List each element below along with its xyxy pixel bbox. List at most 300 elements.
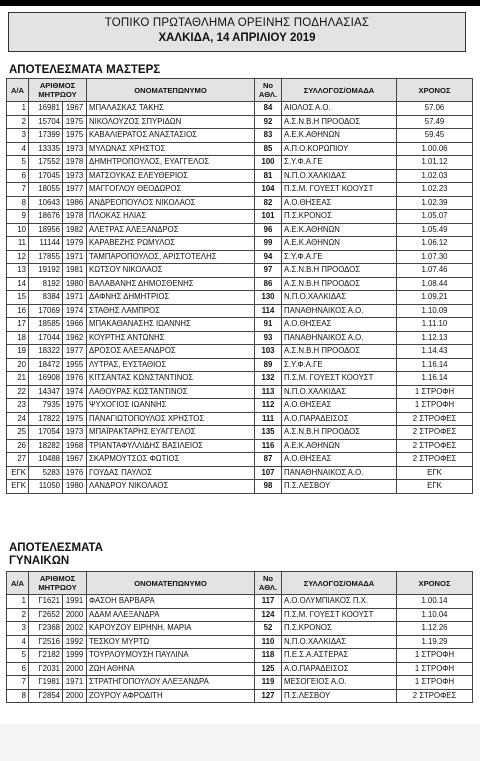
cell-full-name: ΚΟΥΡΤΗΣ ΑΝΤΩΝΗΣ: [87, 331, 255, 345]
cell-full-name: ΑΛΕΤΡΑΣ ΑΛΕΞΑΝΔΡΟΣ: [87, 223, 255, 237]
cell-athlete-number: 94: [255, 250, 282, 264]
cell-athlete-number: 52: [255, 622, 282, 636]
cell-athlete-number: 124: [255, 608, 282, 622]
cell-birth-year: 1978: [63, 156, 87, 170]
cell-full-name: ΔΡΟΣΟΣ ΑΛΕΞΑΝΔΡΟΣ: [87, 345, 255, 359]
header-time: ΧΡΟΝΟΣ: [397, 79, 473, 102]
cell-birth-year: 1999: [63, 649, 87, 663]
cell-time: 1.09.21: [397, 291, 473, 305]
table-row: [7, 622, 473, 636]
cell-birth-year: 1981: [63, 264, 87, 278]
cell-birth-year: 1968: [63, 439, 87, 453]
cell-full-name: ΛΑΝΔΡΟΥ ΝΙΚΟΛΑΟΣ: [87, 480, 255, 494]
table-row: [7, 439, 473, 453]
cell-athlete-number: 85: [255, 142, 282, 156]
cell-registry-number: 17054: [29, 426, 63, 440]
cell-time: 1.00.14: [397, 595, 473, 609]
cell-athlete-number: 99: [255, 237, 282, 251]
cell-position: 8: [7, 689, 29, 703]
header-aa: Α/Α: [7, 79, 29, 102]
cell-registry-number: 18055: [29, 183, 63, 197]
cell-club: Α.Σ.Ν.Β.Η ΠΡΟΟΔΟΣ: [282, 277, 397, 291]
cell-position: ΕΓΚ: [7, 466, 29, 480]
cell-time: 1.07.30: [397, 250, 473, 264]
cell-club: Π.Σ.ΚΡΟΝΟΣ: [282, 210, 397, 224]
cell-registry-number: Γ2368: [29, 622, 63, 636]
cell-club: Α.Ο.ΠΑΡΑΔΕΙΣΟΣ: [282, 412, 397, 426]
cell-athlete-number: 114: [255, 304, 282, 318]
cell-registry-number: Γ1621: [29, 595, 63, 609]
cell-club: Α.Σ.Ν.Β.Η ΠΡΟΟΔΟΣ: [282, 264, 397, 278]
cell-time: 1.06.12: [397, 237, 473, 251]
cell-full-name: ΠΛΟΚΑΣ ΗΛΙΑΣ: [87, 210, 255, 224]
cell-registry-number: 18472: [29, 358, 63, 372]
cell-full-name: ΖΟΥΡΟΥ ΑΦΡΟΔΙΤΗ: [87, 689, 255, 703]
cell-time: 1 ΣΤΡΟΦΗ: [397, 399, 473, 413]
table-row: [7, 358, 473, 372]
cell-full-name: ΜΠΑΛΑΣΚΑΣ ΤΑΚΗΣ: [87, 102, 255, 116]
cell-position: 13: [7, 264, 29, 278]
cell-time: 1.10.04: [397, 608, 473, 622]
cell-club: Π.Σ.Μ. ΓΟΥΕΣΤ ΚΟΟΥΣΤ: [282, 608, 397, 622]
cell-time: 1.16.14: [397, 372, 473, 386]
cell-athlete-number: 116: [255, 439, 282, 453]
cell-birth-year: 1966: [63, 318, 87, 332]
cell-birth-year: 1971: [63, 676, 87, 690]
cell-position: 4: [7, 635, 29, 649]
cell-birth-year: 1975: [63, 412, 87, 426]
cell-full-name: ΦΑΣΟΗ ΒΑΡΒΑΡΑ: [87, 595, 255, 609]
cell-club: Σ.Υ.Φ.Α.ΓΕ: [282, 250, 397, 264]
cell-registry-number: 17045: [29, 169, 63, 183]
cell-time: 1.19.29: [397, 635, 473, 649]
cell-registry-number: Γ2652: [29, 608, 63, 622]
cell-club: Α.Ο.ΟΛΥΜΠΙΑΚΟΣ Π.Χ.: [282, 595, 397, 609]
cell-club: Σ.Υ.Φ.Α.ΓΕ: [282, 358, 397, 372]
cell-athlete-number: 112: [255, 399, 282, 413]
cell-full-name: ΤΕΣΚΟΥ ΜΥΡΤΩ: [87, 635, 255, 649]
cell-birth-year: 1992: [63, 635, 87, 649]
table-row: [7, 237, 473, 251]
cell-club: Α.Ο.ΘΗΣΕΑΣ: [282, 399, 397, 413]
cell-birth-year: 1991: [63, 595, 87, 609]
masters-results-table: [6, 78, 473, 494]
cell-registry-number: 10643: [29, 196, 63, 210]
cell-position: 11: [7, 237, 29, 251]
cell-club: Π.Σ.ΚΡΟΝΟΣ: [282, 622, 397, 636]
top-black-bar: [0, 0, 480, 6]
cell-position: 16: [7, 304, 29, 318]
cell-athlete-number: 86: [255, 277, 282, 291]
cell-time: 1.02.03: [397, 169, 473, 183]
cell-position: 1: [7, 595, 29, 609]
cell-position: 5: [7, 649, 29, 663]
table-row: [7, 399, 473, 413]
cell-registry-number: 11050: [29, 480, 63, 494]
cell-birth-year: 1971: [63, 250, 87, 264]
cell-position: 10: [7, 223, 29, 237]
cell-registry-number: 11144: [29, 237, 63, 251]
cell-time: 1 ΣΤΡΟΦΗ: [397, 385, 473, 399]
cell-full-name: ΜΠΑΚΑΘΑΝΑΣΗΣ ΙΩΑΝΝΗΣ: [87, 318, 255, 332]
cell-athlete-number: 82: [255, 196, 282, 210]
cell-time: 1.07.46: [397, 264, 473, 278]
cell-birth-year: 1979: [63, 237, 87, 251]
table-row: [7, 115, 473, 129]
cell-position: ΕΓΚ: [7, 480, 29, 494]
cell-birth-year: 1982: [63, 223, 87, 237]
cell-registry-number: Γ2182: [29, 649, 63, 663]
cell-birth-year: 1955: [63, 358, 87, 372]
table-row: [7, 372, 473, 386]
cell-full-name: ΣΤΡΑΤΗΓΟΠΟΥΛΟΥ ΑΛΕΞΑΝΔΡΑ: [87, 676, 255, 690]
cell-position: 17: [7, 318, 29, 332]
cell-time: 1.05.07: [397, 210, 473, 224]
cell-club: Α.Ε.Κ.ΑΘΗΝΩΝ: [282, 237, 397, 251]
cell-birth-year: 1971: [63, 291, 87, 305]
cell-full-name: ΣΤΑΘΗΣ ΛΑΜΠΡΟΣ: [87, 304, 255, 318]
cell-registry-number: 17552: [29, 156, 63, 170]
cell-full-name: ΚΩΤΣΟΥ ΝΙΚΟΛΑΟΣ: [87, 264, 255, 278]
table-row: [7, 635, 473, 649]
cell-club: ΜΕΣΟΓΕΙΟΣ Α.Ο.: [282, 676, 397, 690]
header-aa: Α/Α: [7, 572, 29, 595]
cell-athlete-number: 100: [255, 156, 282, 170]
cell-position: 2: [7, 115, 29, 129]
cell-club: Α.Σ.Ν.Β.Η ΠΡΟΟΔΟΣ: [282, 115, 397, 129]
cell-full-name: ΓΟΥΔΑΣ ΠΑΥΛΟΣ: [87, 466, 255, 480]
cell-position: 25: [7, 426, 29, 440]
cell-athlete-number: 96: [255, 223, 282, 237]
cell-registry-number: 15704: [29, 115, 63, 129]
cell-club: ΠΑΝΑΘΗΝΑΙΚΟΣ Α.Ο.: [282, 466, 397, 480]
cell-athlete-number: 83: [255, 129, 282, 143]
cell-athlete-number: 135: [255, 426, 282, 440]
cell-club: Π.Σ.Μ. ΓΟΥΕΣΤ ΚΟΟΥΣΤ: [282, 372, 397, 386]
cell-full-name: ΤΟΥΡΛΟΥΜΟΥΣΗ ΠΑΥΛΙΝΑ: [87, 649, 255, 663]
cell-registry-number: 16981: [29, 102, 63, 116]
cell-athlete-number: 107: [255, 466, 282, 480]
table-row: [7, 595, 473, 609]
cell-full-name: ΔΗΜΗΤΡΟΠΟΥΛΟΣ, ΕΥΑΓΓΕΛΟΣ: [87, 156, 255, 170]
cell-birth-year: 1975: [63, 399, 87, 413]
cell-position: 3: [7, 622, 29, 636]
cell-full-name: ΛΑΘΟΥΡΑΣ ΚΩΣΤΑΝΤΙΝΟΣ: [87, 385, 255, 399]
cell-athlete-number: 89: [255, 358, 282, 372]
cell-position: 26: [7, 439, 29, 453]
table-row: [7, 466, 473, 480]
cell-position: 15: [7, 291, 29, 305]
cell-position: 20: [7, 358, 29, 372]
table-row: [7, 129, 473, 143]
table-row: [7, 277, 473, 291]
header-full-name: ΟΝΟΜΑΤΕΠΩΝΥΜΟ: [87, 79, 255, 102]
cell-registry-number: 17069: [29, 304, 63, 318]
cell-birth-year: 1975: [63, 129, 87, 143]
cell-club: Ν.Π.Ο.ΧΑΛΚΙΔΑΣ: [282, 169, 397, 183]
cell-full-name: ΝΙΚΟΛΟΥΖΟΣ ΣΠΥΡΙΔΩΝ: [87, 115, 255, 129]
cell-position: 5: [7, 156, 29, 170]
cell-time: 1.12.26: [397, 622, 473, 636]
cell-time: 1.12.13: [397, 331, 473, 345]
cell-full-name: ΜΑΓΓΟΓΛΟΥ ΘΕΟΔΩΡΟΣ: [87, 183, 255, 197]
header-time: ΧΡΟΝΟΣ: [397, 572, 473, 595]
cell-full-name: ΛΥΤΡΑΣ, ΕΥΣΤΑΘΙΟΣ: [87, 358, 255, 372]
cell-athlete-number: 103: [255, 345, 282, 359]
cell-full-name: ΤΑΜΠΑΡΟΠΟΥΛΟΣ, ΑΡΙΣΤΟΤΕΛΗΣ: [87, 250, 255, 264]
cell-registry-number: 17399: [29, 129, 63, 143]
masters-header-row: [7, 79, 473, 102]
table-row: [7, 156, 473, 170]
cell-club: Α.Σ.Ν.Β.Η ΠΡΟΟΔΟΣ: [282, 345, 397, 359]
cell-birth-year: 1986: [63, 196, 87, 210]
cell-full-name: ΔΑΦΝΗΣ ΔΗΜΗΤΡΙΟΣ: [87, 291, 255, 305]
cell-time: 1 ΣΤΡΟΦΗ: [397, 676, 473, 690]
cell-birth-year: 1973: [63, 142, 87, 156]
cell-athlete-number: 98: [255, 480, 282, 494]
cell-registry-number: 18322: [29, 345, 63, 359]
cell-full-name: ΚΑΒΑΛΙΕΡΑΤΟΣ ΑΝΑΣΤΑΣΙΟΣ: [87, 129, 255, 143]
cell-time: 1 ΣΤΡΟΦΗ: [397, 662, 473, 676]
cell-time: 1.00.06: [397, 142, 473, 156]
cell-full-name: ΒΑΛΑΒΑΝΗΣ ΔΗΜΟΣΘΕΝΗΣ: [87, 277, 255, 291]
cell-position: 18: [7, 331, 29, 345]
header-athlete-number: Νο ΑΘΛ.: [255, 572, 282, 595]
cell-registry-number: 17044: [29, 331, 63, 345]
cell-registry-number: Γ2516: [29, 635, 63, 649]
table-row: [7, 676, 473, 690]
cell-athlete-number: 97: [255, 264, 282, 278]
table-row: [7, 345, 473, 359]
cell-full-name: ΑΔΑΜ ΑΛΕΞΑΝΔΡΑ: [87, 608, 255, 622]
cell-time: 57.06: [397, 102, 473, 116]
cell-full-name: ΖΩΗ ΑΘΗΝΑ: [87, 662, 255, 676]
cell-athlete-number: 110: [255, 635, 282, 649]
cell-registry-number: 13335: [29, 142, 63, 156]
table-row: [7, 453, 473, 467]
cell-registry-number: 8192: [29, 277, 63, 291]
cell-registry-number: Γ2031: [29, 662, 63, 676]
cell-position: 8: [7, 196, 29, 210]
cell-club: Α.Σ.Ν.Β.Η ΠΡΟΟΔΟΣ: [282, 426, 397, 440]
cell-birth-year: 1974: [63, 304, 87, 318]
cell-club: Σ.Υ.Φ.Α.ΓΕ: [282, 156, 397, 170]
table-row: [7, 608, 473, 622]
masters-heading: ΑΠΟΤΕΛΕΣΜΑΤΑ ΜΑΣΤΕΡΣ: [9, 64, 161, 76]
cell-position: 22: [7, 385, 29, 399]
cell-club: Π.Σ.Μ. ΓΟΥΕΣΤ ΚΟΟΥΣΤ: [282, 183, 397, 197]
table-row: [7, 412, 473, 426]
cell-birth-year: 1975: [63, 115, 87, 129]
header-registry-number: ΑΡΙΘΜΟΣ ΜΗΤΡΩΟΥ: [29, 79, 87, 102]
cell-time: 2 ΣΤΡΟΦΕΣ: [397, 412, 473, 426]
cell-birth-year: 2000: [63, 662, 87, 676]
cell-time: 1.14.43: [397, 345, 473, 359]
cell-position: 6: [7, 662, 29, 676]
cell-club: Π.Σ.ΛΕΣΒΟΥ: [282, 480, 397, 494]
cell-full-name: ΜΑΤΣΟΥΚΑΣ ΕΛΕΥΘΕΡΙΟΣ: [87, 169, 255, 183]
header-athlete-number: Νο ΑΘΛ.: [255, 79, 282, 102]
table-row: [7, 291, 473, 305]
table-row: [7, 210, 473, 224]
cell-position: 9: [7, 210, 29, 224]
cell-registry-number: 7935: [29, 399, 63, 413]
cell-birth-year: 1973: [63, 169, 87, 183]
cell-club: Α.Ε.Κ.ΑΘΗΝΩΝ: [282, 439, 397, 453]
cell-time: 2 ΣΤΡΟΦΕΣ: [397, 426, 473, 440]
cell-registry-number: 16908: [29, 372, 63, 386]
women-heading: [9, 542, 103, 568]
cell-athlete-number: 93: [255, 331, 282, 345]
cell-registry-number: 10488: [29, 453, 63, 467]
cell-birth-year: 1962: [63, 331, 87, 345]
document-subtitle: ΧΑΛΚΙΔΑ, 14 ΑΠΡΙΛΙΟΥ 2019: [158, 32, 316, 44]
cell-club: Π.Ε.Σ.Α.ΑΣΤΕΡΑΣ: [282, 649, 397, 663]
cell-club: Α.Ο.ΠΑΡΑΔΕΙΣΟΣ: [282, 662, 397, 676]
cell-position: 23: [7, 399, 29, 413]
cell-position: 2: [7, 608, 29, 622]
cell-registry-number: 8384: [29, 291, 63, 305]
table-row: [7, 385, 473, 399]
cell-time: 1.02.39: [397, 196, 473, 210]
cell-registry-number: Γ2854: [29, 689, 63, 703]
header-club: ΣΥΛΛΟΓΟΣ/ΟΜΑΔΑ: [282, 572, 397, 595]
cell-club: Α.Π.Ο.ΚΟΡΩΠΙΟΥ: [282, 142, 397, 156]
cell-time: 1.01.12: [397, 156, 473, 170]
cell-athlete-number: 118: [255, 649, 282, 663]
cell-full-name: ΜΥΛΩΝΑΣ ΧΡΗΣΤΟΣ: [87, 142, 255, 156]
cell-birth-year: 1977: [63, 183, 87, 197]
cell-club: ΠΑΝΑΘΗΝΑΙΚΟΣ Α.Ο.: [282, 331, 397, 345]
cell-registry-number: 18676: [29, 210, 63, 224]
table-row: [7, 264, 473, 278]
cell-birth-year: 1980: [63, 480, 87, 494]
table-row: [7, 331, 473, 345]
cell-athlete-number: 101: [255, 210, 282, 224]
cell-time: 1.11.10: [397, 318, 473, 332]
cell-position: 7: [7, 676, 29, 690]
cell-full-name: ΨΥΧΟΓΙΟΣ ΙΩΑΝΝΗΣ: [87, 399, 255, 413]
cell-registry-number: 17855: [29, 250, 63, 264]
cell-position: 27: [7, 453, 29, 467]
cell-athlete-number: 119: [255, 676, 282, 690]
table-row: [7, 689, 473, 703]
table-row: [7, 649, 473, 663]
cell-athlete-number: 81: [255, 169, 282, 183]
cell-full-name: ΠΑΝΑΓΙΩΤΟΠΟΥΛΟΣ ΧΡΗΣΤΟΣ: [87, 412, 255, 426]
cell-full-name: ΚΑΡΟΥΖΟΥ ΕΙΡΗΝΗ, ΜΑΡΙΑ: [87, 622, 255, 636]
cell-club: Ν.Π.Ο.ΧΑΛΚΙΔΑΣ: [282, 385, 397, 399]
cell-birth-year: 1974: [63, 385, 87, 399]
cell-club: Α.Ε.Κ.ΑΘΗΝΩΝ: [282, 223, 397, 237]
cell-registry-number: 14347: [29, 385, 63, 399]
cell-registry-number: 5283: [29, 466, 63, 480]
cell-position: 6: [7, 169, 29, 183]
cell-position: 4: [7, 142, 29, 156]
cell-athlete-number: 130: [255, 291, 282, 305]
cell-time: 1.10.09: [397, 304, 473, 318]
header-registry-number: ΑΡΙΘΜΟΣ ΜΗΤΡΩΟΥ: [29, 572, 87, 595]
table-row: [7, 223, 473, 237]
cell-club: ΑΙΟΛΟΣ Α.Ο.: [282, 102, 397, 116]
cell-club: Ν.Π.Ο.ΧΑΛΚΙΔΑΣ: [282, 635, 397, 649]
cell-birth-year: 2000: [63, 608, 87, 622]
cell-full-name: ΑΝΔΡΕΟΠΟΥΛΟΣ ΝΙΚΟΛΑΟΣ: [87, 196, 255, 210]
cell-registry-number: 18585: [29, 318, 63, 332]
document-title: ΤΟΠΙΚΟ ΠΡΩΤΑΘΛΗΜΑ ΟΡΕΙΝΗΣ ΠΟΔΗΛΑΣΙΑΣ: [104, 17, 370, 29]
cell-birth-year: 1973: [63, 426, 87, 440]
cell-time: 1 ΣΤΡΟΦΗ: [397, 649, 473, 663]
cell-position: 19: [7, 345, 29, 359]
women-header-row: [7, 572, 473, 595]
table-row: [7, 196, 473, 210]
cell-athlete-number: 104: [255, 183, 282, 197]
cell-athlete-number: 111: [255, 412, 282, 426]
cell-club: Α.Ε.Κ.ΑΘΗΝΩΝ: [282, 129, 397, 143]
women-results-table: [6, 571, 473, 703]
cell-full-name: ΤΡΙΑΝΤΑΦΥΛΛΙΔΗΣ ΒΑΣΙΛΕΙΟΣ: [87, 439, 255, 453]
table-row: [7, 426, 473, 440]
cell-birth-year: 1980: [63, 277, 87, 291]
cell-position: 3: [7, 129, 29, 143]
cell-position: 21: [7, 372, 29, 386]
cell-birth-year: 2002: [63, 622, 87, 636]
cell-full-name: ΚΑΡΑΒΕΖΗΣ ΡΩΜΥΛΟΣ: [87, 237, 255, 251]
cell-athlete-number: 127: [255, 689, 282, 703]
cell-time: 2 ΣΤΡΟΦΕΣ: [397, 453, 473, 467]
women-heading-line2: ΓΥΝΑΙΚΩΝ: [9, 555, 70, 567]
cell-athlete-number: 125: [255, 662, 282, 676]
table-row: [7, 662, 473, 676]
cell-athlete-number: 84: [255, 102, 282, 116]
table-row: [7, 102, 473, 116]
cell-full-name: ΚΙΤΣΑΝΤΑΣ ΚΩΝΣΤΑΝΤΙΝΟΣ: [87, 372, 255, 386]
cell-athlete-number: 117: [255, 595, 282, 609]
cell-registry-number: Γ1981: [29, 676, 63, 690]
table-row: [7, 304, 473, 318]
table-row: [7, 183, 473, 197]
page-bottom-margin: [0, 724, 480, 761]
cell-club: Π.Σ.ΛΕΣΒΟΥ: [282, 689, 397, 703]
cell-club: ΠΑΝΑΘΗΝΑΙΚΟΣ Α.Ο.: [282, 304, 397, 318]
cell-full-name: ΣΚΑΡΜΟΥΤΣΟΣ ΦΩΤΙΟΣ: [87, 453, 255, 467]
cell-registry-number: 17822: [29, 412, 63, 426]
cell-registry-number: 18282: [29, 439, 63, 453]
cell-athlete-number: 92: [255, 115, 282, 129]
cell-birth-year: 1976: [63, 372, 87, 386]
cell-registry-number: 19192: [29, 264, 63, 278]
header-full-name: ΟΝΟΜΑΤΕΠΩΝΥΜΟ: [87, 572, 255, 595]
cell-birth-year: 1978: [63, 210, 87, 224]
document-title-box: [8, 12, 466, 52]
table-row: [7, 169, 473, 183]
cell-birth-year: 1967: [63, 102, 87, 116]
cell-birth-year: 1976: [63, 466, 87, 480]
cell-position: 24: [7, 412, 29, 426]
cell-time: 1.08.44: [397, 277, 473, 291]
women-heading-line1: ΑΠΟΤΕΛΕΣΜΑΤΑ: [9, 542, 103, 554]
table-row: [7, 142, 473, 156]
cell-athlete-number: 91: [255, 318, 282, 332]
cell-club: Α.Ο.ΘΗΣΕΑΣ: [282, 318, 397, 332]
cell-position: 12: [7, 250, 29, 264]
cell-time: 1.05.49: [397, 223, 473, 237]
table-row: [7, 318, 473, 332]
table-row: [7, 250, 473, 264]
table-row: [7, 480, 473, 494]
cell-birth-year: 1967: [63, 453, 87, 467]
cell-time: 2 ΣΤΡΟΦΕΣ: [397, 689, 473, 703]
